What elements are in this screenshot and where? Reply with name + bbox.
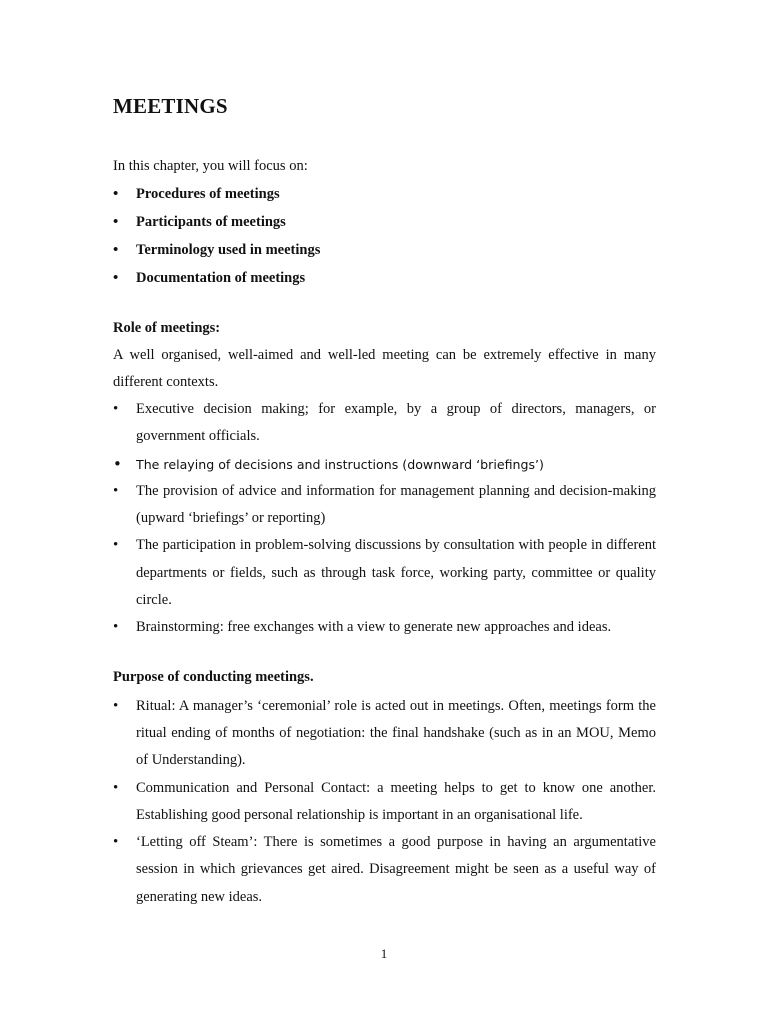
page-title: MEETINGS	[113, 94, 228, 118]
purpose-item: • ‘Letting off Steam’: There is sometimes a good purpose in having an argumentative session in which grievances get aired. Disagreement might be seen as a useful way of generating new ideas.	[113, 829, 656, 911]
focus-item: • Procedures of meetings	[113, 180, 656, 208]
role-heading: Role of meetings:	[113, 320, 221, 336]
role-item: • The relaying of decisions and instructions (downward ‘briefings’)	[113, 451, 656, 478]
focus-list	[113, 180, 656, 292]
purpose-heading: Purpose of conducting meetings.	[113, 668, 314, 685]
purpose-item: • Ritual: A manager’s ‘ceremonial’ role is acted out in meetings. Often, meetings form the ritual ending of months of negotiation: the final handshake (such as in an MOU, Memo of Understanding).	[113, 693, 656, 775]
purpose-list	[113, 693, 656, 911]
role-item: • The participation in problem-solving discussions by consultation with people in different departments or fields, such as through task force, working party, committee or quality circle.	[113, 532, 656, 614]
purpose-item: • Communication and Personal Contact: a meeting helps to get to know one another. Establishing good personal relationship is important in an organisational life.	[113, 775, 656, 830]
intro-text: In this chapter, you will focus on:	[113, 158, 308, 174]
focus-item: • Terminology used in meetings	[113, 236, 656, 264]
page-number: 1	[380, 946, 388, 961]
role-paragraph: A well organised, well-aimed and well-led meeting can be extremely effective in many different contexts.	[113, 347, 656, 390]
focus-item: • Documentation of meetings	[113, 264, 656, 292]
role-item: • Executive decision making; for example, by a group of directors, managers, or government officials.	[113, 396, 656, 451]
role-item: • The provision of advice and information for management planning and decision-making (upward ‘briefings’ or reporting)	[113, 478, 656, 533]
role-item: • Brainstorming: free exchanges with a view to generate new approaches and ideas.	[113, 614, 656, 641]
focus-item: • Participants of meetings	[113, 208, 656, 236]
role-list	[113, 396, 656, 642]
